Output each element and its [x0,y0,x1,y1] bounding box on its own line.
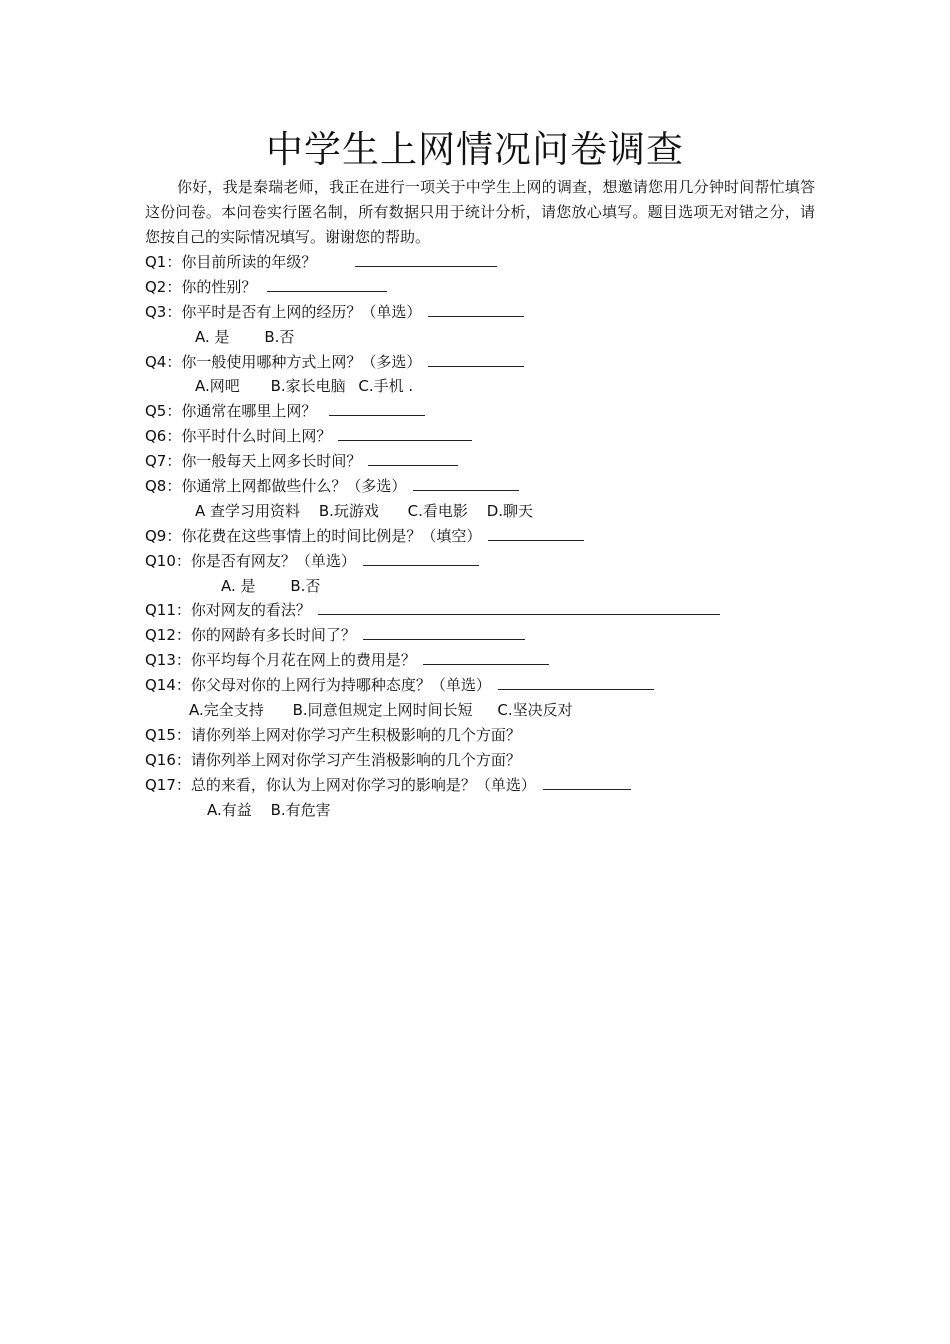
question-text: 你对网友的看法？ [190,601,311,620]
option-b[interactable]: B.家长电脑 [270,377,346,396]
answer-blank-q10[interactable] [363,551,479,566]
intro-paragraph: 你好，我是秦瑞老师，我正在进行一项关于中学生上网的调查，想邀请您用几分钟时间帮忙填答这份问卷。本问卷实行匿名制，所有数据只用于统计分析，请您放心填写。题目选项无对错之分，请您按自己的实际情况填写。谢谢您的帮助。 [145,178,815,246]
options-q4 [145,374,825,399]
answer-blank-q1[interactable] [355,252,497,267]
question-text: 请你列举上网对你学习产生积极影响的几个方面？ [190,725,521,744]
option-c[interactable]: C.手机 . [358,377,414,396]
question-number: Q10： [145,551,191,570]
answer-blank-q13[interactable] [423,650,549,665]
question-text: 你一般使用哪种方式上网？（多选） [181,352,422,371]
question-number: Q17： [145,775,191,794]
question-text: 你目前所读的年级？ [181,253,317,271]
question-number: Q6： [145,427,182,446]
question-q4 [145,350,825,375]
question-text: 你花费在这些事情上的时间比例是？（填空） [181,526,482,545]
options-q3 [145,325,825,350]
answer-blank-q12[interactable] [363,625,525,640]
question-number: Q5： [145,402,182,421]
options-q8 [145,499,825,524]
question-text: 你平均每个月花在网上的费用是？ [190,651,416,670]
question-number: Q15： [145,725,191,744]
question-number: Q7： [145,452,182,471]
option-a[interactable]: A.网吧 [195,377,240,396]
option-b[interactable]: B.同意但规定上网时间长短 [292,701,473,720]
options-q17 [145,798,825,823]
question-text: 你通常上网都做些什么？（多选） [181,477,407,496]
question-number: Q3： [145,302,182,321]
answer-blank-q7[interactable] [368,451,458,466]
question-q5 [145,399,825,424]
question-number: Q13： [145,651,191,670]
question-q8 [145,474,825,499]
answer-blank-q3[interactable] [428,302,524,317]
options-q14 [145,698,825,723]
question-text: 你平时是否有上网的经历？（单选） [181,302,422,321]
option-a[interactable]: A. 是 [195,327,230,346]
question-number: Q1： [145,253,182,271]
options-q10 [145,574,825,599]
option-a[interactable]: A. 是 [221,576,256,595]
question-q15 [145,723,825,748]
answer-blank-q2[interactable] [267,277,387,292]
option-b[interactable]: B.否 [290,576,321,595]
option-a[interactable]: A 查学习用资料 [195,501,301,520]
question-number: Q12： [145,626,191,645]
question-text: 你一般每天上网多长时间？ [181,452,362,471]
option-b[interactable]: B.否 [264,327,295,346]
question-number: Q11： [145,601,191,620]
question-q10 [145,549,825,574]
question-q11 [145,598,825,623]
option-c[interactable]: C.坚决反对 [497,701,573,720]
answer-blank-q5[interactable] [329,401,425,416]
option-c[interactable]: C.看电影 [407,501,468,520]
question-list [145,250,825,822]
question-number: Q2： [145,277,182,296]
question-number: Q4： [145,352,182,371]
question-text: 你平时什么时间上网？ [181,427,332,446]
option-a[interactable]: A.有益 [207,800,252,819]
question-number: Q8： [145,477,182,496]
question-text: 你是否有网友？（单选） [190,551,356,570]
question-number: Q14： [145,676,191,695]
question-q2 [145,275,825,300]
option-a[interactable]: A.完全支持 [189,701,264,720]
option-b[interactable]: B.玩游戏 [318,501,379,520]
question-q7 [145,449,825,474]
answer-blank-q9[interactable] [488,526,584,541]
question-q3 [145,300,825,325]
page-title: 中学生上网情况问卷调查 [266,128,684,171]
question-q16 [145,748,825,773]
question-text: 你父母对你的上网行为持哪种态度？（单选） [190,676,491,695]
question-q1 [145,250,825,275]
question-q9 [145,524,825,549]
answer-blank-q14[interactable] [498,675,654,690]
option-d[interactable]: D.聊天 [486,501,534,520]
answer-blank-q11[interactable] [318,600,720,615]
question-q17 [145,773,825,798]
question-q13 [145,648,825,673]
question-text: 你的网龄有多长时间了？ [190,626,356,645]
answer-blank-q6[interactable] [338,426,472,441]
question-q12 [145,623,825,648]
question-number: Q16： [145,750,191,769]
answer-blank-q4[interactable] [428,352,524,367]
question-number: Q9： [145,526,182,545]
question-text: 你的性别？ [181,277,257,296]
question-text: 请你列举上网对你学习产生消极影响的几个方面？ [190,750,521,769]
question-q14 [145,673,825,698]
option-b[interactable]: B.有危害 [270,800,331,819]
question-text: 你通常在哪里上网？ [181,402,317,421]
question-text: 总的来看，你认为上网对你学习的影响是？（单选） [190,775,536,794]
answer-blank-q17[interactable] [543,775,631,790]
answer-blank-q8[interactable] [413,476,519,491]
question-q6 [145,424,825,449]
